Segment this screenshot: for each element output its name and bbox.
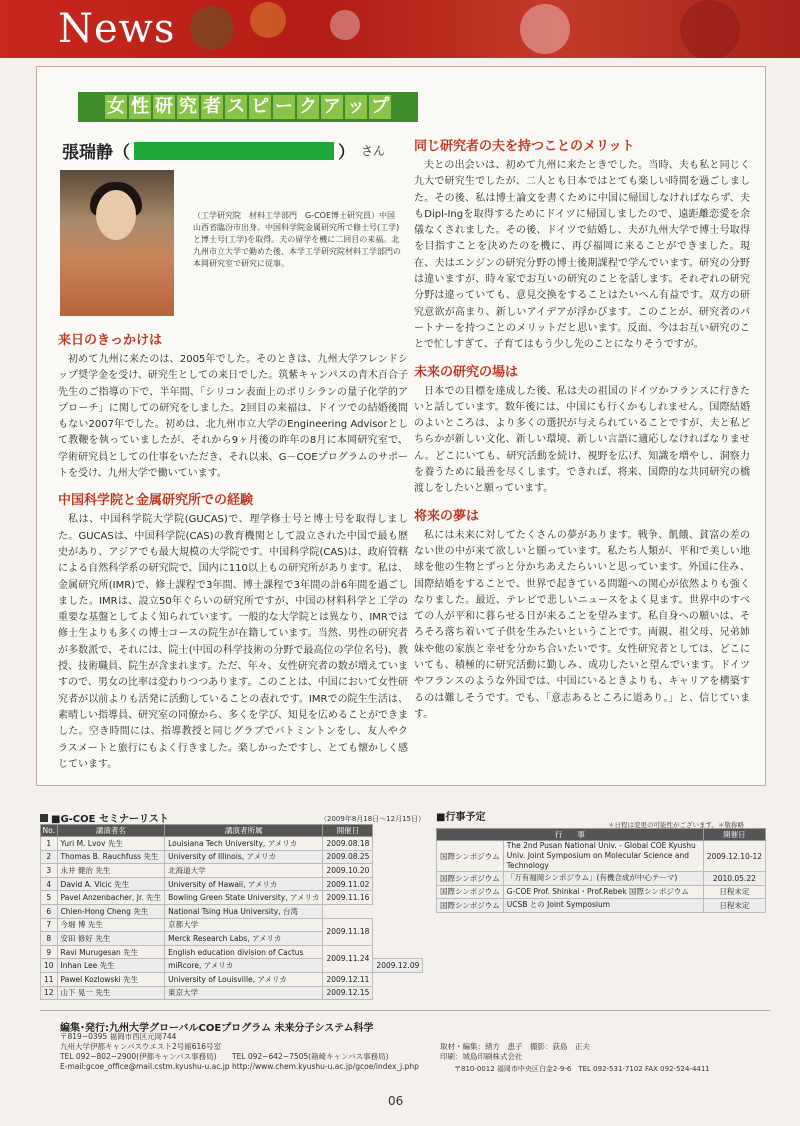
table-row [41,972,423,986]
table-cell: The 2nd Pusan National Univ. - Global COE Kyushu Univ. Joint Symposium on Molecular Science and Technology [503,841,703,872]
section-body: 私には未来に対してたくさんの夢があります。戦争、飢餓、貧富の差のない世の中が来て欲しいと願っています。私たち人類が、平和で美しい地球を他の生物とずっと分かちあえたらいいと思っています。外国に住み、国際結婚をすることで、世界で起きている問題への関心が依然よりも強くなりました。最近、テレビで悲しいニュースをよく見ます。世界中のすべての人が平和に暮らせる日が来ることを望みます。私自身への願いは、そろそろ落ち着いて子供を生みたいということです。両親、祖父母、兄弟姉妹や他の家族と幸せを分かち合いたいです。女性研究者としては、どこにいても、積極的に研究活動に勤しみ、成功したいと望んでいます。ドイツやフランスのような外国では、中国にいるときよりも、キャリアを構築するのは難しそうです。でも、「意志あるところに道あり。」と、信じています。 [414,529,750,720]
table-cell: Ravi Murugesan 先生 [57,945,165,959]
seminar-period: （2009年8月18日〜12月15日） [320,815,425,823]
table-cell: 2 [41,850,58,864]
section-heading: 未来の研究の場は [414,364,519,380]
table-cell: 国際シンポジウム [437,885,504,899]
table-cell: Merck Research Labs, アメリカ [165,932,323,946]
table-cell: 2009.12.11 [323,972,373,986]
col-header: 開催日 [323,825,373,837]
table-cell: 7 [41,918,58,932]
col-header: 講演者名 [57,825,165,837]
redacted-name-block [134,142,334,160]
ornament-ball-icon [330,10,360,40]
table-cell: University of Hawaii, アメリカ [165,877,323,891]
events-table [436,828,766,913]
table-cell: 2009.11.18 [323,918,373,945]
table-cell: 4 [41,877,58,891]
col-header: 講演者所属 [165,825,323,837]
table-row [41,945,423,959]
col-header: No. [41,825,58,837]
table-cell: 10 [41,959,58,973]
section-body: 日本での目標を達成した後、私は夫の祖国のドイツかフランスに行きたいと話しています。数年後には、中国にも行くかもしれません。国際結婚のよいところは、より多くの選択が与えられていることですが、夫と私どちらかが新しい文化、新しい環境、新しい言語に適応しなければなりません。どこにいても、研究活動を続け、視野を広げ、知識を増やし、洞察力を養うために最善を尽くします。できれば、将来、国際的な共同研究の橋渡しをしたいと願っています。 [414,385,750,495]
table-cell: 8 [41,932,58,946]
table-cell: 今堀 博 先生 [57,918,165,932]
seminar-table [40,824,423,1000]
table-cell: National Tsing Hua University, 台湾 [165,904,323,918]
feature-headline [78,92,418,122]
table-row [437,885,766,899]
table-row [41,904,423,918]
table-row [41,877,423,891]
table-cell: 5 [41,891,58,905]
events-title: ■行事予定 [436,812,486,823]
table-cell: 2009.08.25 [323,850,373,864]
address-line: 〒819−0395 福岡市西区元岡744 [60,1032,177,1041]
table-cell: 6 [41,904,58,918]
ornament-ball-icon [680,0,740,58]
right-column [414,138,750,723]
publisher: 編集･発行:九州大学グローバルCOEプログラム 未来分子システム科学 [60,1023,374,1034]
table-cell: Louisiana Tech University, アメリカ [165,837,323,851]
table-row [41,864,423,878]
credits: 取材・編集：緒方 恵子 撮影：荻島 正夫 [440,1042,590,1051]
table-cell: 2009.10.20 [323,864,373,878]
table-row [41,891,423,905]
researcher-photo [60,170,174,316]
researcher-name [62,138,385,163]
section-title: News [58,6,176,52]
table-row [41,850,423,864]
headline-char: 女 [107,96,125,117]
table-row [437,872,766,886]
table-cell: 安田 修好 先生 [57,932,165,946]
table-cell: 2009.11.24 [323,945,373,972]
section-body: 夫との出会いは、初めて九州に来たときでした。当時、夫も私と同じく九大で研究生でしたが、二人とも日本ではとても楽しい時間を過ごしました。その後、私は博士論文を書くために中国に帰国しなければならず、夫もDipl-Ingを取得するためにドイツに帰国しましたので、遠距離恋愛を余儀なくされました。その後、ドイツで結婚し、夫が九州大学で博士号取得を目指すことを決めたのを機に、再び福岡に来ることができました。現在、夫はエンジンの研究分野の博士後期課程で学んでいます。研究の分野は違いますが、時々家でお互いの研究のことを話します。それぞれの研究分野は違っていても、意見交換をすることはたいへん有益です。双方の研究意欲が高まり、新しいアイデアが浮かびます。このことが、研究者のパートナーを持つことのメリットだと思います。反面、今はお互い研究のことで忙しすぎて、子育てはもう少し先のことになりそうですが。 [414,160,750,351]
table-cell: 1 [41,837,58,851]
ornament-ball-icon [250,2,286,38]
table-row [41,918,423,932]
col-header: 開催日 [703,829,765,841]
table-cell: 山下 晃一 先生 [57,986,165,1000]
headline-char: ッ [347,96,365,117]
researcher-bio: （工学研究院 材料工学部門 G-COE博士研究員）中国山西省臨汾市出身。中国科学院金属研究所で修士号(工学)と博士号(工学)を取得。夫の留学を機に二回目の来福。北九州市立大学で勤めた後、本学工学研究院材料工学部門の本岡研究室で研究に従事。 [193,211,401,268]
table-cell: 2009.11.02 [323,877,373,891]
headline-char: ア [323,96,341,117]
col-header: 行 事 [437,829,704,841]
headline-char: ス [227,96,245,117]
table-row [437,899,766,913]
honorific: さん [361,144,386,158]
footer [40,1010,770,1034]
name-suffix: ） [338,143,355,163]
section-heading: 中国科学院と金属研究所での経験 [58,493,254,509]
table-cell: English education division of Cactus [165,945,323,959]
section-heading: 来日のきっかけは [58,333,163,348]
left-column [58,332,408,773]
headline-char: 研 [155,96,173,117]
address-line: 九州大学伊都キャンパスウエスト2号館616号室 [60,1042,222,1051]
printer: 印刷：城島印刷株式会社 [440,1052,523,1061]
table-cell: 9 [41,945,58,959]
tel2: TEL 092−642−7505(箱崎キャンパス事務局) [232,1052,389,1061]
headline-char: 性 [131,96,149,117]
headline-char: ー [275,96,293,117]
headline-char: 究 [179,96,197,117]
page-number: 06 [388,1094,404,1108]
table-cell: David A. Vicic 先生 [57,877,165,891]
email-link[interactable]: E-mail:gcoe_office@mail.cstm.kyushu-u.ac.jp [60,1062,230,1071]
printer-address: 〒810-0012 福岡市中央区白金2-9-6 TEL 092-531-7102 FAX 092-524-4411 [454,1065,710,1073]
table-cell: 京都大学 [165,918,323,932]
table-cell: 「万有福岡シンポジウム」(有機合成が中心テーマ) [503,872,703,886]
ornament-ball-icon [520,4,570,54]
table-cell: Pawel Kozlowski 先生 [57,972,165,986]
table-cell: 2009.08.18 [323,837,373,851]
table-cell: 2009.12.09 [373,959,423,973]
table-cell: 国際シンポジウム [437,872,504,886]
table-cell: Inhan Lee 先生 [57,959,165,973]
name-prefix: 張瑞静（ [62,143,130,163]
table-cell: Yuri M. Lvov 先生 [57,837,165,851]
table-cell: UCSB との Joint Symposium [503,899,703,913]
table-cell: 3 [41,864,58,878]
section-body: 私は、中国科学院大学院(GUCAS)で、理学修士号と博士号を取得しました。GUCASは、中国科学院(CAS)の教育機関として設立された中国で最も歴史があり、アジアでも最大規模の大学院です。中国科学院(CAS)は、政府管轄による自然科学系の研究院で、国内に110以上もの研究所があります。私は、金属研究所(IMR)で、修士課程で3年間、博士課程で3年間の計6年間を過ごしました。IMRは、設立50年ぐらいの研究所ですが、中国の材料科学と工学の重要な基盤としてよく知られています。一般的な大学院とは異なり、IMRでは修士生よりも多くの博士コースの院生が在籍しています。当然、男性の研究者が多数派で、それには、院士(中国の科学技術の分野で最高位の学位名号)、教授、技術職員、院生が含まれます。ただ、年々、女性研究者の数が増えていますので、男女の比率は変わりつつあります。このことは、中国において女性研究者が以前よりも活発に活動していることの表れです。IMRでの院生生活は、素晴しい指導員、研究室の同僚から、多くを学び、知見を広めることができました。空き時間には、指導教授と同じグラブでバトミントンをし、友人やクラスメートと旅行にもよく行きました。楽しかったですし、とても懐かしく感じています。 [58,514,408,770]
tel: TEL 092−802−2900(伊都キャンパス事務局) [60,1052,217,1061]
table-cell: 国際シンポジウム [437,841,504,872]
table-cell: Chien-Hong Cheng 先生 [57,904,165,918]
table-cell: 国際シンポジウム [437,899,504,913]
table-row [41,837,423,851]
table-row [437,841,766,872]
table-cell: Pavel Anzenbacher, Jr. 先生 [57,891,165,905]
headline-char: ク [299,96,317,117]
table-row [41,986,423,1000]
ornament-ball-icon [190,6,234,50]
table-cell: 2009.12.15 [323,986,373,1000]
table-cell: 北海道大学 [165,864,323,878]
table-cell: University of Louisville, アメリカ [165,972,323,986]
website-link[interactable]: http://www.chem.kyushu-u.ac.jp/gcoe/index_j.php [232,1062,419,1071]
section-body: 初めて九州に来たのは、2005年でした。そのときは、九州大学フレンドシップ奨学金を受け、研究生としての来日でした。筑紫キャンパスの青木百合子先生のご指導の下で、半年間、「シリコン表面上のポリシランの量子化学的アプローチ」に関しての研究をしました。2回目の来福は、ドイツでの結婚後間もない2007年でした。初めは、北九州市立大学のEngineering Advisorとして教鞭を執っていましたが、それから9ヶ月後の昨年の8月に本岡研究室で、学術研究員としての仕事をいただき、それ以来、G－COEプログラムのサポートを受け、九州大学で働いています。 [58,354,408,480]
headline-char: プ [371,96,389,117]
table-cell: 2009.11.16 [323,891,373,905]
table-cell: Thomas B. Rauchfuss 先生 [57,850,165,864]
table-cell: G-COE Prof. Shinkai・Prof.Rebek 国際シンポジウム [503,885,703,899]
table-cell: 日程未定 [703,885,765,899]
photo-face [96,190,136,240]
section-heading: 将来の夢は [414,508,480,524]
table-cell: 2009.12.10-12 [703,841,765,872]
events-note: ＊日程は変更の可能性がございます。＊敬称略 [608,821,744,829]
table-cell: University of Illinois, アメリカ [165,850,323,864]
news-banner [0,0,800,58]
headline-char: 者 [203,96,221,117]
table-cell: 2010.05.22 [703,872,765,886]
table-cell: Bowling Green State University, アメリカ [165,891,323,905]
seminar-list-title: ■G-COE セミナーリスト [40,810,169,825]
table-cell: 12 [41,986,58,1000]
table-cell: 11 [41,972,58,986]
table-cell: 永井 健治 先生 [57,864,165,878]
headline-char: ピ [251,96,269,117]
section-heading: 同じ研究者の夫を持つことのメリット [414,139,635,154]
table-cell: 日程未定 [703,899,765,913]
table-cell: miRcore, アメリカ [165,959,323,973]
table-cell: 東京大学 [165,986,323,1000]
